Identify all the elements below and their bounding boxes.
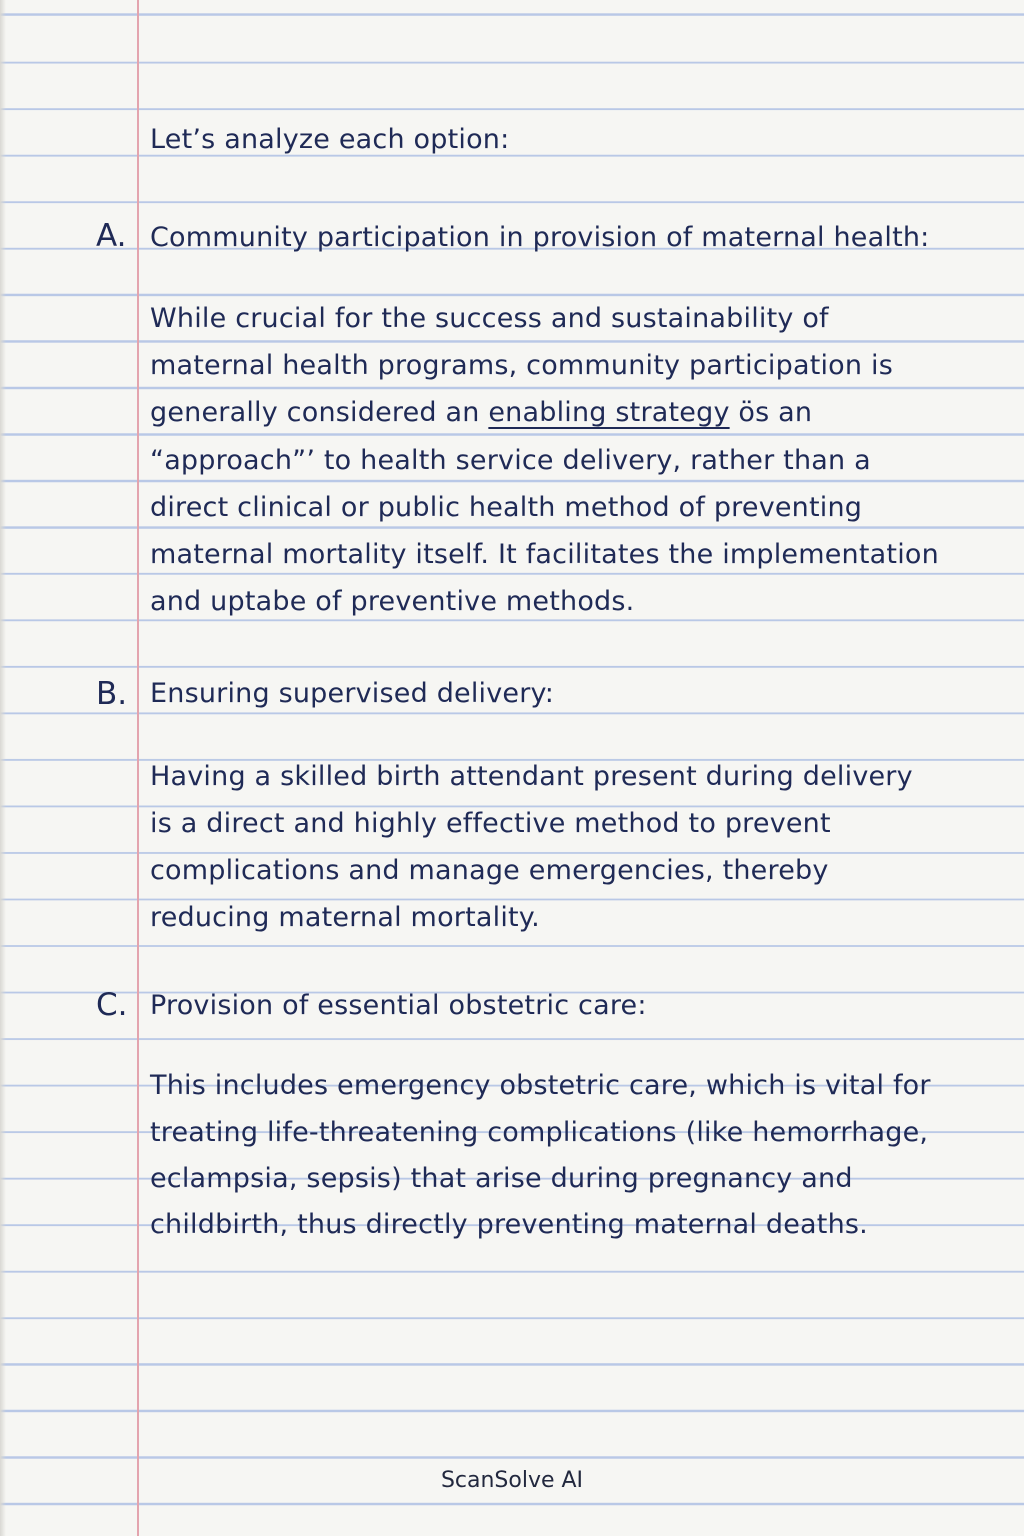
- option-a-line: [150, 397, 812, 428]
- underlined-phrase: enabling strategy: [488, 397, 730, 428]
- option-c-line: This includes emergency obstetric care, which is vital for: [150, 1070, 931, 1101]
- line-text: generally considered an: [150, 397, 489, 428]
- option-a-line: direct clinical or public health method of preventing: [150, 492, 863, 523]
- option-a-heading: Community participation in provision of maternal health:: [150, 222, 930, 253]
- option-b-line: Having a skilled birth attendant present during delivery: [150, 761, 913, 792]
- option-b-line: complications and manage emergencies, thereby: [150, 855, 829, 886]
- option-b-line: is a direct and highly effective method to prevent: [150, 808, 831, 839]
- option-a-line: and uptabe of preventive methods.: [150, 586, 635, 617]
- option-c-line: eclampsia, sepsis) that arise during pregnancy and: [150, 1163, 853, 1194]
- intro-line: Let’s analyze each option:: [150, 124, 510, 155]
- page-edge: [0, 0, 6, 1536]
- option-b-heading: Ensuring supervised delivery:: [150, 678, 555, 709]
- line-text: ös an: [729, 397, 813, 428]
- option-a-letter: A.: [96, 218, 127, 254]
- option-b-line: reducing maternal mortality.: [150, 902, 540, 933]
- option-c-line: treating life-threatening complications (like hemorrhage,: [150, 1117, 929, 1148]
- option-c-letter: C.: [96, 987, 128, 1023]
- option-b-letter: B.: [96, 676, 128, 712]
- footer-watermark: ScanSolve AI: [440, 1468, 584, 1493]
- option-a-line: While crucial for the success and sustainability of: [150, 303, 829, 334]
- option-c-line: childbirth, thus directly preventing maternal deaths.: [150, 1209, 868, 1240]
- option-a-line: maternal health programs, community participation is: [150, 350, 893, 381]
- option-c-heading: Provision of essential obstetric care:: [150, 990, 647, 1021]
- margin-line: [137, 0, 139, 1536]
- option-a-line: “approach”’ to health service delivery, rather than a: [150, 445, 871, 476]
- option-a-line: maternal mortality itself. It facilitates the implementation: [150, 539, 939, 570]
